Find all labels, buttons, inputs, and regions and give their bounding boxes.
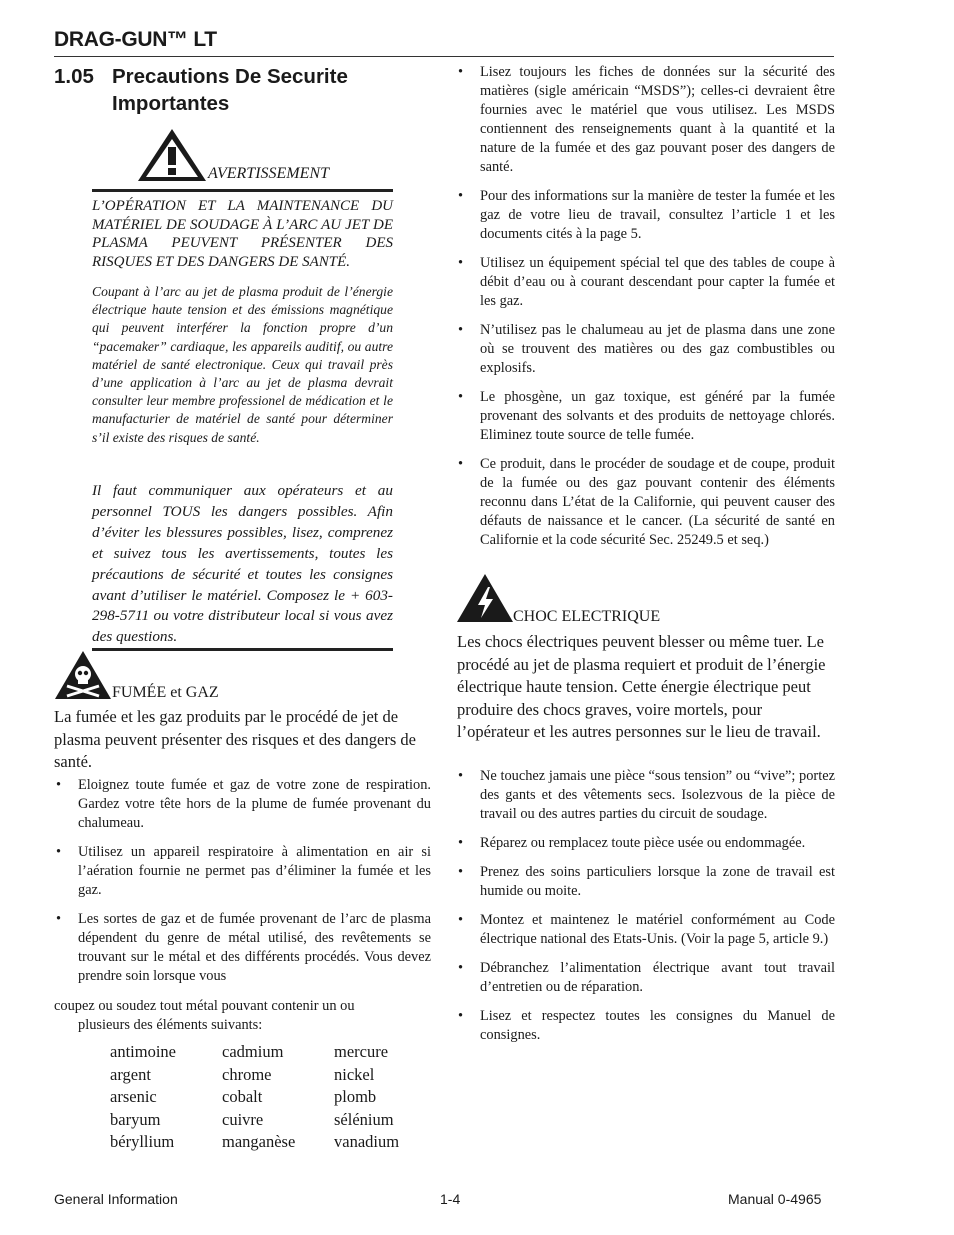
list-item: • Le phosgène, un gaz toxique, est généré par la fumée provenant des solvants et des produits de nettoyage chlorés. Eliminez toute source de telle fumée.	[456, 388, 835, 445]
fumes-bullet-list-continued	[456, 63, 835, 560]
list-item: • Utilisez un équipement spécial tel que des tables de coupe à débit d’eau ou à courant descendant pour capter la fumée et les gaz.	[456, 254, 835, 311]
section-number: 1.05	[54, 65, 94, 88]
metals-column	[110, 1041, 176, 1154]
metal-item: plomb	[334, 1087, 377, 1107]
header-rule	[54, 56, 834, 57]
metal-item: cuivre	[222, 1109, 264, 1129]
metal-item: béryllium	[110, 1132, 175, 1152]
fumes-intro: La fumée et les gaz produits par le procédé de jet de plasma peuvent présenter des risques et des dangers de santé.	[54, 707, 416, 771]
fumes-bullet-list	[54, 776, 431, 996]
list-item: • Ne touchez jamais une pièce “sous tension” ou “vive”; portez des gants et des vêtements secs. Isolezvous de la pièce de travail ou des autres parties du circuit de soudage.	[456, 767, 835, 824]
metal-item: baryum	[110, 1109, 161, 1129]
metal-item: mercure	[334, 1042, 389, 1061]
warning-rule-top	[92, 189, 393, 192]
document-title: DRAG-GUN™ LT	[54, 28, 217, 51]
metal-item: nickel	[334, 1064, 375, 1084]
list-item: • Utilisez un appareil respiratoire à alimentation en air si l’aération fournie ne permet pas d’éliminer la fumée et les gaz.	[54, 843, 431, 900]
shock-heading: CHOC ELECTRIQUE	[513, 608, 661, 625]
warning-label: AVERTISSEMENT	[208, 165, 329, 182]
warning-paragraph-communicate: Il faut communiquer aux opérateurs et au personnel TOUS les dangers possibles. Afin d’éviter les blessures possibles, lisez, comprenez et suivez tous les avertissements, toutes les précautions de sécurité et toutes les consignes avant d’utiliser le matériel. Composez le + 603-298-5711 ou votre distributeur local si vous avez des questions.	[92, 482, 393, 646]
metal-item: vanadium	[334, 1132, 400, 1152]
metal-item: arsenic	[110, 1087, 157, 1107]
list-item: • Prenez des soins particuliers lorsque la zone de travail est humide ou moite.	[456, 863, 835, 901]
list-item: • Lisez et respectez toutes les consignes du Manuel de consignes.	[456, 1007, 835, 1045]
footer-manual-number: Manual 0-4965	[728, 1191, 822, 1207]
list-item: • Lisez toujours les fiches de données sur la sécurité des matières (sigle américain “MSDS”); celles-ci devraient être fournies avec le matériel que vous utilisez. Les MSDS contiennent des renseignements quant à la quantité et la nature de la fumée et des gaz pouvant poser des dangers de santé.	[456, 63, 835, 177]
metals-column	[222, 1041, 295, 1154]
metal-item: antimoine	[110, 1042, 176, 1061]
list-item: • Ce produit, dans le procéder de soudage et de coupe, produit de la fumée ou des gaz pouvant contenir des éléments reconnu dans L’état de la Californie, qui peuvent causer des défauts de naissance et le cancer. (La sécurité de santé en Californie et la code sécurité Sec. 25249.5 et seq.)	[456, 455, 835, 550]
footer-page-number: 1-4	[440, 1191, 461, 1207]
skull-crossbones-icon	[54, 650, 112, 705]
warning-paragraph-pacemaker: Coupant à l’arc au jet de plasma produit de l’énergie électrique haute tension et des émissions magnétique qui peuvent interférer la fonction propre d’un “pacemaker” cardiaque, les appareils auditif, ou autre matériel de santé electronique. Ceux qui travail près d’une application à l’arc au jet de plasma devrait consulter leur membre professionel de médication et le manufacturier de matériel de santé pour déterminer s’il existe des risques de santé.	[92, 284, 393, 445]
metal-item: argent	[110, 1064, 151, 1084]
shock-bullet-list	[456, 767, 835, 1055]
list-item: • Les sortes de gaz et de fumée provenant de l’arc de plasma dépendent du genre de métal utilisé, des revêtements se trouvant sur le métal et des différents procédés. Vous devez prendre soin lorsque vous	[54, 910, 431, 986]
shock-intro: Les chocs électriques peuvent blesser ou même tuer. Le procédé au jet de plasma requiert et produit de l’énergie électrique haute tension. Cette énergie électrique peut produire des chocs graves, voire mortels, pour l’opérateur et les autres personnes sur le lieu de travail.	[457, 632, 826, 741]
list-item: • Réparez ou remplacez toute pièce usée ou endommagée.	[456, 834, 835, 853]
electric-shock-icon	[456, 573, 514, 628]
list-item: • Montez et maintenez le matériel conformément au Code électrique national des Etats-Unis. (Voir la page 5, article 9.)	[456, 911, 835, 949]
continuation-line: coupez ou soudez tout métal pouvant contenir un ou	[54, 998, 355, 1014]
fumes-heading: FUMÉE et GAZ	[112, 684, 219, 701]
footer-section-name: General Information	[54, 1191, 178, 1207]
metal-item: sélénium	[334, 1109, 394, 1129]
continuation-line: plusieurs des éléments suivants:	[78, 1017, 263, 1033]
list-item: • Pour des informations sur la manière de tester la fumée et les gaz de votre lieu de travail, consultez l’article 1 et les documents cités à la page 5.	[456, 187, 835, 244]
list-item: • Eloignez toute fumée et gaz de votre zone de respiration. Gardez votre tête hors de la plume de fumée provenant du chalumeau.	[54, 776, 431, 833]
metals-column	[334, 1041, 399, 1154]
fumes-continuation	[54, 997, 431, 1035]
list-item: • N’utilisez pas le chalumeau au jet de plasma dans une zone où se trouvent des matières ou des gaz combustibles ou explosifs.	[456, 321, 835, 378]
warning-rule-bottom	[92, 648, 393, 651]
metal-item: chrome	[222, 1064, 272, 1084]
section-title: Precautions De Securite Importantes	[112, 65, 348, 115]
list-item: • Débranchez l’alimentation électrique avant tout travail d’entretien ou de réparation.	[456, 959, 835, 997]
metal-item: manganèse	[222, 1132, 296, 1152]
warning-caps-text: L’OPÉRATION ET LA MAINTENANCE DU MATÉRIEL DE SOUDAGE À L’ARC AU JET DE PLASMA PEUVENT PRÉSENTER DES RISQUES ET DES DANGERS DE SANTÉ.	[92, 198, 393, 270]
metal-item: cobalt	[222, 1087, 263, 1107]
metal-item: cadmium	[222, 1042, 284, 1061]
warning-triangle-icon	[136, 127, 208, 188]
